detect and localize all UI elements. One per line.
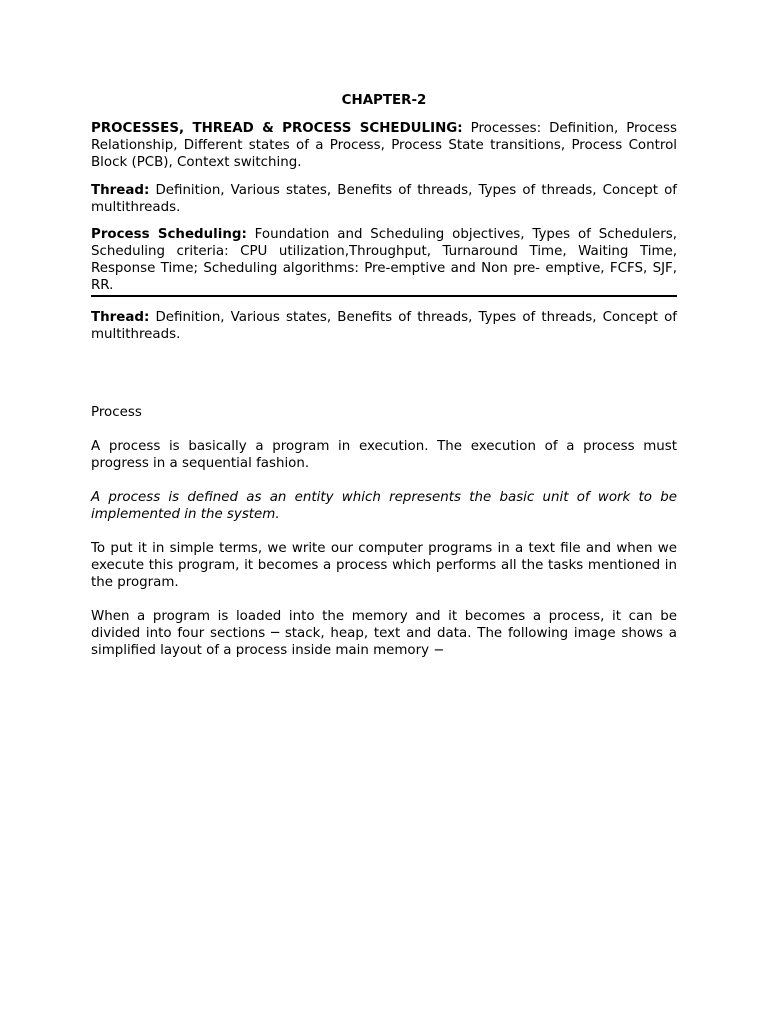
chapter-title: CHAPTER-2 xyxy=(341,93,427,108)
section-title-process: Process xyxy=(91,405,142,420)
syllabus-thread xyxy=(91,182,677,216)
syllabus-processes-heading: PROCESSES, THREAD & PROCESS SCHEDULING: xyxy=(91,121,463,136)
syllabus-thread-repeat-text: Definition, Various states, Benefits of threads, Types of threads, Concept of multithreads. xyxy=(91,310,677,342)
syllabus-thread-repeat-heading: Thread: xyxy=(91,310,150,325)
syllabus-processes xyxy=(91,120,677,171)
syllabus-thread-repeat xyxy=(91,309,677,343)
paragraph-simple-terms: To put it in simple terms, we write our computer programs in a text file and when we execute this program, it becomes a process which performs all the tasks mentioned in the program. xyxy=(91,541,677,590)
syllabus-scheduling-heading: Process Scheduling: xyxy=(91,227,247,242)
paragraph-process-entity: A process is defined as an entity which represents the basic unit of work to be implemented in the system. xyxy=(91,490,677,522)
paragraph-process-definition: A process is basically a program in execution. The execution of a process must progress in a sequential fashion. xyxy=(91,439,677,471)
syllabus-scheduling-text: Foundation and Scheduling objectives, Types of Schedulers, Scheduling criteria: CPU utilization,Throughput, Turnaround Time, Waiting Time, Response Time; Scheduling algorithms: Pre-emptive and Non pre- emptive, FCFS, SJF, RR. xyxy=(91,227,677,293)
syllabus-thread-heading: Thread: xyxy=(91,183,150,198)
syllabus-scheduling xyxy=(91,226,677,294)
spacer xyxy=(91,343,677,404)
syllabus-thread-text: Definition, Various states, Benefits of threads, Types of threads, Concept of multithreads. xyxy=(91,183,677,215)
horizontal-rule xyxy=(91,295,677,297)
paragraph-memory-sections: When a program is loaded into the memory and it becomes a process, it can be divided into four sections ─ stack, heap, text and data. The following image shows a simplified layout of a process inside main memory − xyxy=(91,609,677,658)
syllabus-processes-text: Processes: Definition, Process Relationship, Different states of a Process, Process State transitions, Process Control Block (PCB), Context switching. xyxy=(91,121,678,170)
document-content xyxy=(91,92,677,659)
